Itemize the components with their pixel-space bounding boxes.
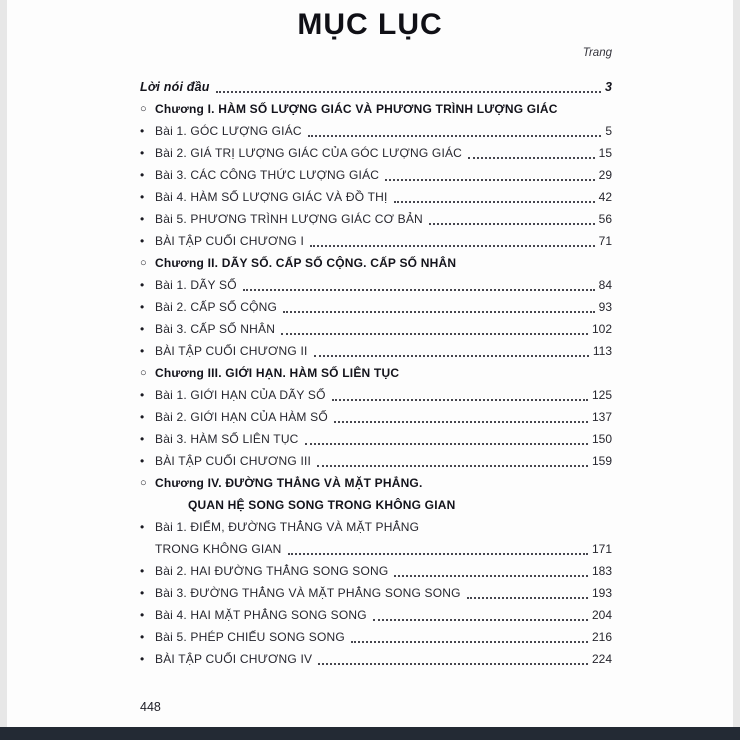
page-ref: 113	[592, 344, 612, 358]
toc-entry-preface-label: Lời nói đầu	[140, 80, 210, 94]
dot-bullet-icon: •	[140, 234, 145, 248]
dot-bullet-icon: •	[140, 454, 145, 468]
dot-leader	[467, 597, 588, 599]
page-ref: 29	[598, 168, 612, 182]
toc-entry-1-5-label: Bài 5. PHƯƠNG TRÌNH LƯỢNG GIÁC CƠ BẢN	[155, 212, 423, 226]
dot-bullet-icon: •	[140, 168, 145, 182]
page-ref: 125	[591, 388, 612, 402]
dot-leader	[373, 619, 588, 621]
page-ref: 216	[591, 630, 612, 644]
toc-entry-4-3	[140, 582, 612, 604]
toc-chapter-2	[140, 252, 612, 274]
dot-leader	[318, 663, 588, 665]
toc-entry-4-2-label: Bài 2. HAI ĐƯỜNG THẲNG SONG SONG	[155, 564, 389, 578]
dot-leader	[317, 465, 588, 467]
toc-chapter-2-label: Chương II. DÃY SỐ. CẤP SỐ CỘNG. CẤP SỐ NHÂN	[155, 256, 457, 270]
page-ref: 3	[605, 80, 612, 94]
toc-entry-4-5-label: Bài 5. PHÉP CHIẾU SONG SONG	[155, 630, 345, 644]
dot-leader	[308, 135, 602, 137]
circle-bullet-icon: ○	[140, 367, 147, 379]
toc-entry-4-4-label: Bài 4. HAI MẶT PHẲNG SONG SONG	[155, 608, 367, 622]
toc-entry-3-4-label: BÀI TẬP CUỐI CHƯƠNG III	[155, 454, 312, 468]
toc-entry-2-1-label: Bài 1. DÃY SỐ	[155, 278, 237, 292]
column-header-trang: Trang	[582, 47, 612, 59]
toc-entry-1-2	[140, 142, 612, 164]
toc-chapter-1	[140, 98, 612, 120]
toc-chapter-4-label: Chương IV. ĐƯỜNG THẲNG VÀ MẶT PHẲNG.	[155, 476, 423, 490]
circle-bullet-icon: ○	[140, 103, 147, 115]
toc-entry-2-3	[140, 318, 612, 340]
dot-leader	[314, 355, 589, 357]
toc-entry-1-1-label: Bài 1. GÓC LƯỢNG GIÁC	[155, 124, 302, 138]
toc-entry-1-4	[140, 186, 612, 208]
dot-leader	[305, 443, 588, 445]
dot-bullet-icon: •	[140, 146, 145, 160]
photo-left-edge	[0, 0, 7, 727]
page-ref: 71	[598, 234, 612, 248]
page-ref: 15	[598, 146, 612, 160]
page-ref: 171	[591, 542, 612, 556]
dot-bullet-icon: •	[140, 564, 145, 578]
dot-bullet-icon: •	[140, 190, 145, 204]
dot-leader	[334, 421, 588, 423]
page-ref: 102	[591, 322, 612, 336]
toc-entry-2-2	[140, 296, 612, 318]
dot-leader	[288, 553, 588, 555]
dot-bullet-icon: •	[140, 388, 145, 402]
dot-bullet-icon: •	[140, 212, 145, 226]
toc-entry-4-6-label: BÀI TẬP CUỐI CHƯƠNG IV	[155, 652, 313, 666]
page-title: MỤC LỤC	[297, 8, 443, 41]
dot-leader	[310, 245, 595, 247]
dot-bullet-icon: •	[140, 300, 145, 314]
page-ref: 183	[591, 564, 612, 578]
dot-bullet-icon: •	[140, 630, 145, 644]
dot-leader	[394, 575, 588, 577]
dot-bullet-icon: •	[140, 124, 145, 138]
circle-bullet-icon: ○	[140, 477, 147, 489]
toc-entry-4-1-line2	[140, 538, 612, 560]
toc-entry-3-4	[140, 450, 612, 472]
page-ref: 93	[598, 300, 612, 314]
toc-entry-2-2-label: Bài 2. CẤP SỐ CỘNG	[155, 300, 278, 314]
toc-entry-preface	[140, 76, 612, 98]
toc-entry-3-1-label: Bài 1. GIỚI HẠN CỦA DÃY SỐ	[155, 388, 326, 402]
toc-entry-3-2-label: Bài 2. GIỚI HẠN CỦA HÀM SỐ	[155, 410, 328, 424]
toc-entry-3-2	[140, 406, 612, 428]
page-ref: 84	[598, 278, 612, 292]
page-ref: 204	[591, 608, 612, 622]
toc-entry-4-6	[140, 648, 612, 670]
toc-entry-1-4-label: Bài 4. HÀM SỐ LƯỢNG GIÁC VÀ ĐỒ THỊ	[155, 190, 388, 204]
toc-list	[140, 76, 612, 670]
dot-leader	[283, 311, 595, 313]
toc-entry-4-5	[140, 626, 612, 648]
dot-bullet-icon: •	[140, 344, 145, 358]
dot-leader	[468, 157, 595, 159]
toc-entry-3-3	[140, 428, 612, 450]
toc-entry-2-4	[140, 340, 612, 362]
toc-chapter-4-line2	[140, 494, 612, 516]
toc-entry-4-3-label: Bài 3. ĐƯỜNG THẲNG VÀ MẶT PHẲNG SONG SONG	[155, 586, 461, 600]
toc-entry-4-1-label: Bài 1. ĐIỂM, ĐƯỜNG THẲNG VÀ MẶT PHẲNG	[155, 520, 420, 534]
page-ref: 137	[591, 410, 612, 424]
page-ref: 5	[605, 124, 612, 138]
toc-entry-2-1	[140, 274, 612, 296]
page-ref: 193	[591, 586, 612, 600]
dot-leader	[351, 641, 588, 643]
toc-chapter-4	[140, 472, 612, 494]
dot-bullet-icon: •	[140, 586, 145, 600]
toc-entry-3-3-label: Bài 3. HÀM SỐ LIÊN TỤC	[155, 432, 299, 446]
dot-bullet-icon: •	[140, 432, 145, 446]
toc-entry-1-1	[140, 120, 612, 142]
page-ref: 42	[598, 190, 612, 204]
dot-bullet-icon: •	[140, 520, 145, 534]
photo-bottom-edge	[0, 727, 740, 740]
dot-leader	[385, 179, 595, 181]
page-ref: 159	[591, 454, 612, 468]
toc-entry-1-5	[140, 208, 612, 230]
toc-chapter-1-label: Chương I. HÀM SỐ LƯỢNG GIÁC VÀ PHƯƠNG TRÌNH LƯỢNG GIÁC	[155, 102, 558, 116]
page-ref: 56	[598, 212, 612, 226]
toc-chapter-3	[140, 362, 612, 384]
toc-entry-1-3	[140, 164, 612, 186]
dot-bullet-icon: •	[140, 322, 145, 336]
dot-leader	[429, 223, 595, 225]
toc-entry-3-1	[140, 384, 612, 406]
dot-leader	[332, 399, 588, 401]
table-of-contents	[140, 46, 612, 670]
dot-leader	[394, 201, 595, 203]
dot-leader	[281, 333, 588, 335]
toc-entry-4-4	[140, 604, 612, 626]
toc-entry-2-4-label: BÀI TẬP CUỐI CHƯƠNG II	[155, 344, 308, 358]
toc-entry-4-2	[140, 560, 612, 582]
page-number-footer: 448	[140, 700, 161, 714]
toc-entry-1-2-label: Bài 2. GIÁ TRỊ LƯỢNG GIÁC CỦA GÓC LƯỢNG GIÁC	[155, 146, 463, 160]
page-ref: 150	[591, 432, 612, 446]
dot-bullet-icon: •	[140, 410, 145, 424]
toc-chapter-3-label: Chương III. GIỚI HẠN. HÀM SỐ LIÊN TỤC	[155, 366, 400, 380]
dot-bullet-icon: •	[140, 278, 145, 292]
toc-entry-4-1	[140, 516, 612, 538]
dot-bullet-icon: •	[140, 652, 145, 666]
photo-right-edge	[733, 0, 740, 727]
page-ref: 224	[591, 652, 612, 666]
toc-entry-1-6-label: BÀI TẬP CUỐI CHƯƠNG I	[155, 234, 304, 248]
toc-chapter-4-label2: QUAN HỆ SONG SONG TRONG KHÔNG GIAN	[188, 498, 456, 512]
toc-entry-4-1-label2: TRONG KHÔNG GIAN	[155, 542, 282, 556]
toc-entry-2-3-label: Bài 3. CẤP SỐ NHÂN	[155, 322, 276, 336]
circle-bullet-icon: ○	[140, 257, 147, 269]
dot-bullet-icon: •	[140, 608, 145, 622]
toc-entry-1-6	[140, 230, 612, 252]
toc-entry-1-3-label: Bài 3. CÁC CÔNG THỨC LƯỢNG GIÁC	[155, 168, 380, 182]
dot-leader	[216, 91, 601, 93]
dot-leader	[243, 289, 595, 291]
